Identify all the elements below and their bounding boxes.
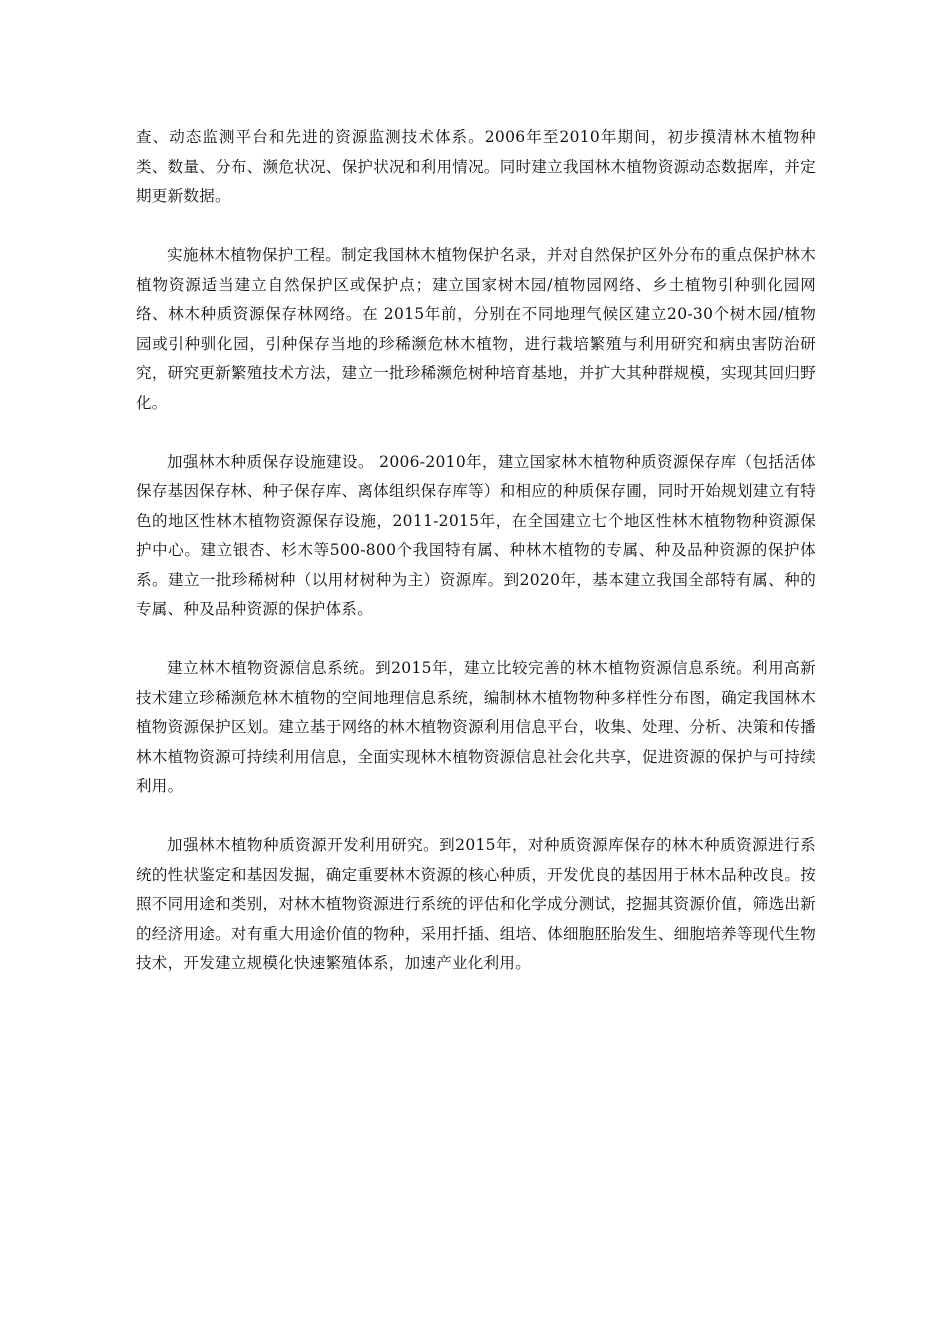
paragraph-continuation: 查、动态监测平台和先进的资源监测技术体系。2006年至2010年期间，初步摸清林木植物种类、数量、分布、濒危状况、保护状况和利用情况。同时建立我国林木植物资源动态数据库，并定期更新数据。 <box>136 128 816 205</box>
paragraph-germplasm-facilities: 加强林木种质保存设施建设。 2006-2010年，建立国家林木植物种质资源保存库（包括活体保存基因保存林、种子保存库、离体组织保存库等）和相应的种质保存圃，同时开始规划建立有特色的地区性林木植物资源保存设施，2011-2015年，在全国建立七个地区性林木植物物种资源保护中心。建立银杏、杉木等500-800个我国特有属、种林木植物的专属、种及品种资源的保护体系。建立一批珍稀树种（以用材树种为主）资源库。到2020年，基本建立我国全部特有属、种的专属、种及品种资源的保护体系。 <box>136 452 816 618</box>
document-body <box>136 123 816 1008</box>
paragraph-protection-project: 实施林木植物保护工程。制定我国林木植物保护名录，并对自然保护区外分布的重点保护林木植物资源适当建立自然保护区或保护点；建立国家树木园/植物园网络、乡土植物引种驯化园网络、林木种质资源保存林网络。在 2015年前，分别在不同地理气候区建立20-30个树木园/植物园或引种驯化园，引种保存当地的珍稀濒危林木植物，进行栽培繁殖与利用研究和病虫害防治研究，研究更新繁殖技术方法，建立一批珍稀濒危树种培育基地，并扩大其种群规模，实现其回归野化。 <box>136 246 816 412</box>
paragraph-information-system: 建立林木植物资源信息系统。到2015年，建立比较完善的林木植物资源信息系统。利用高新技术建立珍稀濒危林木植物的空间地理信息系统，编制林木植物物种多样性分布图，确定我国林木植物资源保护区划。建立基于网络的林木植物资源利用信息平台，收集、处理、分析、决策和传播林木植物资源可持续利用信息，全面实现林木植物资源信息社会化共享，促进资源的保护与可持续利用。 <box>136 659 816 795</box>
paragraph-development-research: 加强林木植物种质资源开发利用研究。到2015年，对种质资源库保存的林木种质资源进行系统的性状鉴定和基因发掘，确定重要林木资源的核心种质，开发优良的基因用于林木品种改良。按照不同用途和类别，对林木植物资源进行系统的评估和化学成分测试，挖掘其资源价值，筛选出新的经济用途。对有重大用途价值的物种，采用扦插、组培、体细胞胚胎发生、细胞培养等现代生物技术，开发建立规模化快速繁殖体系，加速产业化利用。 <box>136 836 816 972</box>
